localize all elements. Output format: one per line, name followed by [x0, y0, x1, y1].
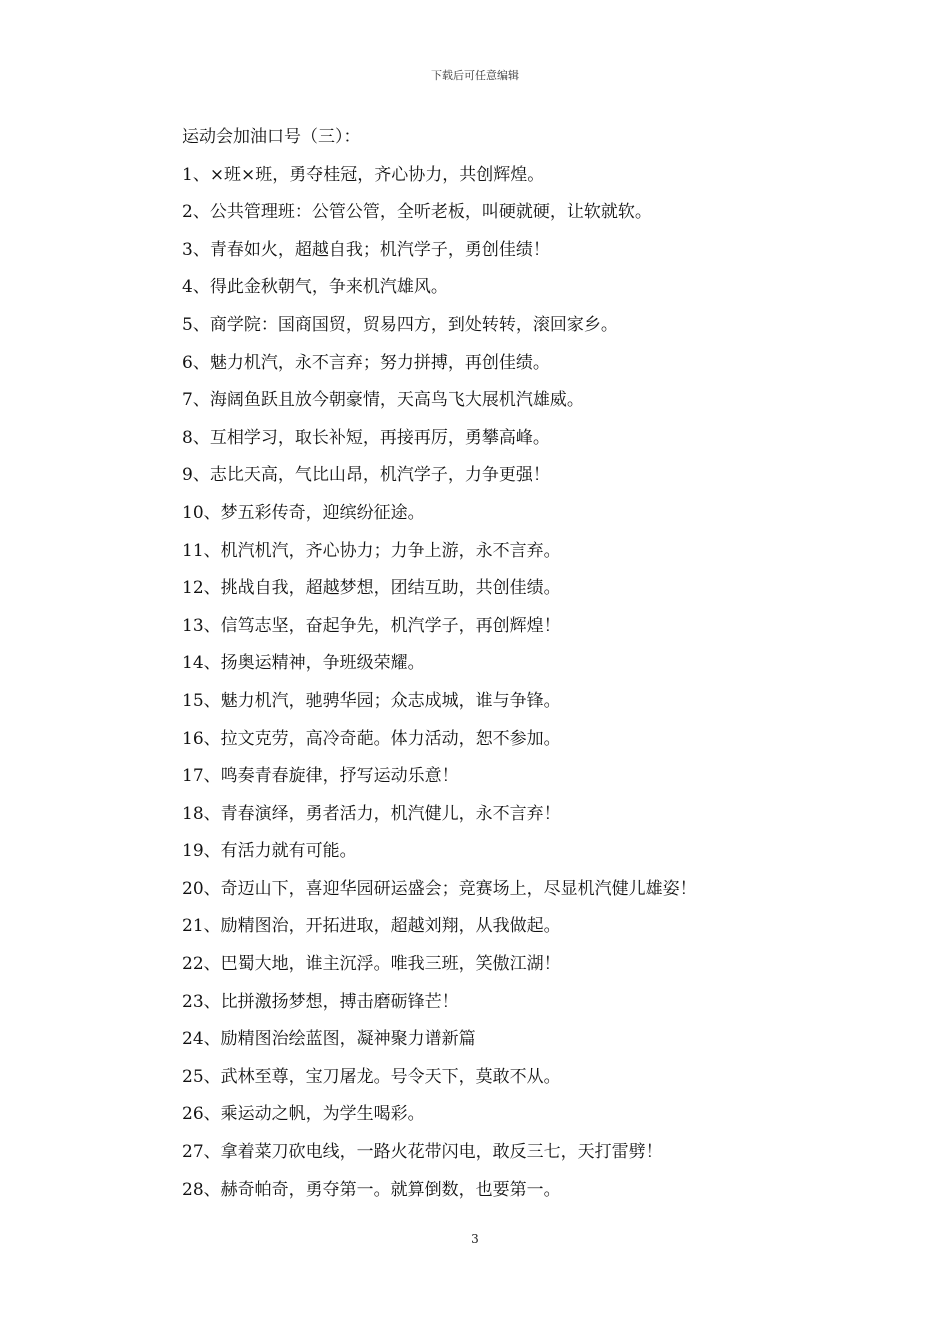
list-item: 13、信笃志坚，奋起争先，机汽学子，再创辉煌！ — [182, 615, 561, 636]
page-number: 3 — [471, 1232, 479, 1246]
list-item: 10、梦五彩传奇，迎缤纷征途。 — [182, 502, 425, 523]
list-item: 4、得此金秋朝气，争来机汽雄风。 — [182, 277, 448, 298]
list-item: 27、拿着菜刀砍电线，一路火花带闪电，敢反三七，天打雷劈！ — [182, 1142, 663, 1163]
list-item: 2、公共管理班：公管公管，全听老板，叫硬就硬，让软就软。 — [182, 202, 652, 223]
list-item: 1、×班×班，勇夺桂冠，齐心协力，共创辉煌。 — [182, 164, 545, 185]
list-item: 7、海阔鱼跃且放今朝豪情，天高鸟飞大展机汽雄威。 — [182, 390, 584, 411]
list-item: 5、商学院：国商国贸，贸易四方，到处转转，滚回家乡。 — [182, 314, 618, 335]
list-item: 3、青春如火，超越自我；机汽学子，勇创佳绩！ — [182, 239, 550, 260]
list-item: 14、扬奥运精神，争班级荣耀。 — [182, 653, 425, 674]
list-item: 28、赫奇帕奇，勇夺第一。就算倒数，也要第一。 — [182, 1179, 561, 1200]
document-title: 运动会加油口号（三）： — [182, 127, 361, 147]
page-header: 下载后可任意编辑 — [431, 69, 519, 82]
list-item: 23、比拼激扬梦想，搏击磨砺锋芒！ — [182, 991, 459, 1012]
list-item: 15、魅力机汽，驰骋华园；众志成城，谁与争锋。 — [182, 690, 561, 711]
list-item: 20、奇迈山下，喜迎华园研运盛会；竞赛场上，尽显机汽健儿雄姿！ — [182, 878, 697, 899]
list-item: 16、拉文克劳，高冷奇葩。体力活动，恕不参加。 — [182, 728, 561, 749]
list-item: 8、互相学习，取长补短，再接再厉，勇攀高峰。 — [182, 427, 550, 448]
list-item: 19、有活力就有可能。 — [182, 841, 357, 862]
list-item: 11、机汽机汽，齐心协力；力争上游，永不言弃。 — [182, 540, 561, 561]
list-item: 6、魅力机汽，永不言弃；努力拼搏，再创佳绩。 — [182, 352, 550, 373]
list-item: 24、励精图治绘蓝图，凝神聚力谱新篇 — [182, 1029, 476, 1050]
list-item: 12、挑战自我，超越梦想，团结互助，共创佳绩。 — [182, 578, 561, 599]
list-item: 22、巴蜀大地，谁主沉浮。唯我三班，笑傲江湖！ — [182, 954, 561, 975]
list-item: 17、鸣奏青春旋律，抒写运动乐意！ — [182, 766, 459, 787]
list-item: 21、励精图治，开拓进取，超越刘翔，从我做起。 — [182, 916, 561, 937]
list-item: 18、青春演绎，勇者活力，机汽健儿，永不言弃！ — [182, 803, 561, 824]
list-item: 25、武林至尊，宝刀屠龙。号令天下，莫敢不从。 — [182, 1066, 561, 1087]
list-item: 9、志比天高，气比山昂，机汽学子，力争更强！ — [182, 465, 550, 486]
document-body — [182, 124, 882, 1214]
list-item: 26、乘运动之帆，为学生喝彩。 — [182, 1104, 425, 1125]
